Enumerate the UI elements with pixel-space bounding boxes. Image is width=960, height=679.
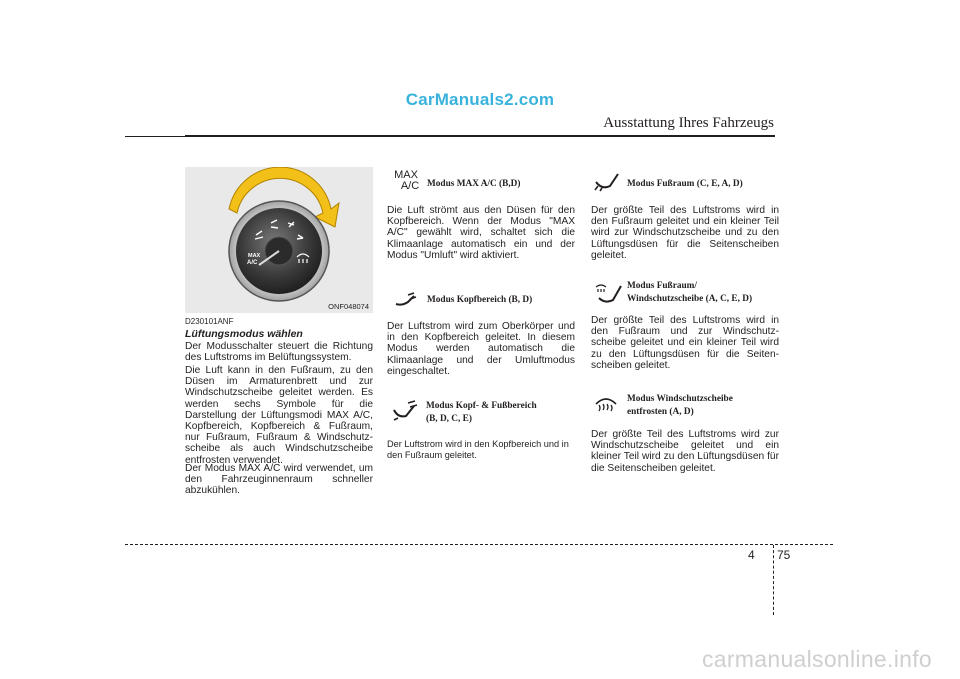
mode-max-ac-text: Die Luft strömt aus den Düsen für den Kopfbereich. Wenn der Modus "MAX A/C" gewählt wird, schaltet sich die Klimaanlage automatisch ein und der Modus "Umluft" wird aktiviert.	[387, 205, 575, 261]
mode-head-text: Der Luftstrom wird zum Oberkörper und in den Kopfbereich geleitet. In diesem Modus werden automatisch die Klimaanlage und der Umluftmodus eingeschaltet.	[387, 321, 575, 377]
dial-max-label: MAX	[248, 253, 261, 259]
mode-floorwind-label-2: Windschutzscheibe (A, C, E, D)	[627, 294, 753, 304]
mode-defrost-label	[627, 393, 733, 419]
page-divider	[773, 545, 774, 615]
mode-headfloor-label-2: (B, D, C, E)	[426, 414, 472, 424]
mode-floorwind-label-1: Modus Fußraum/	[627, 281, 697, 291]
figure-code: ONF048074	[328, 302, 369, 311]
section-title: Ausstattung Ihres Fahrzeugs	[603, 115, 774, 131]
footer-rule	[125, 544, 833, 545]
floor-windshield-mode-icon	[593, 282, 623, 306]
mode-floor-text: Der größte Teil des Luftstroms wird in den Fußraum geleitet und ein kleiner Teil wird zur Windschutzscheibe und zu den Lüftungsdüsen für die Seitenscheiben geleitet.	[591, 205, 779, 261]
mode-floorwind-text: Der größte Teil des Luftstroms wird in den Fußraum und zur Windschutz-scheibe geleitet und ein kleiner Teil wird zu den Lüftungsdüsen für die Seiten-scheiben geleitet.	[591, 315, 779, 371]
mode-headfloor-text: Der Luftstrom wird in den Kopfbereich und in den Fußraum geleitet.	[387, 439, 569, 460]
dial-ac-label: A/C	[247, 260, 258, 266]
page-number: 75	[777, 548, 791, 562]
header-rule	[185, 135, 775, 137]
max-icon-line: MAX	[394, 169, 418, 181]
max-ac-icon	[389, 170, 423, 192]
defrost-icon	[594, 396, 618, 414]
mode-floor-label: Modus Fußraum (C, E, A, D)	[627, 179, 743, 189]
chapter-number: 4	[748, 548, 755, 562]
mode-headfloor-label	[426, 400, 537, 426]
mode-headfloor-label-1: Modus Kopf- & Fußbereich	[426, 401, 537, 411]
section-heading: Lüftungsmodus wählen	[185, 328, 303, 340]
head-floor-mode-icon	[392, 398, 422, 422]
mode-dial-illustration	[185, 167, 373, 313]
header-rule-left	[125, 136, 185, 137]
head-mode-icon	[394, 290, 420, 308]
mode-dial-figure	[185, 167, 373, 313]
paragraph-2: Die Luft kann in den Fußraum, zu den Düsen im Armaturenbrett und zur Windschutzscheibe geleitet werden. Es werden sechs Symbole für die Darstellung der Lüftungsmodi MAX A/C, Kopfbereich, Kopfbereich & Fußraum, nur Fußraum, Fußraum & Windschutz-scheibe als auch Windschutzscheibe entfrosten verwendet.	[185, 365, 373, 466]
mode-defrost-label-1: Modus Windschutzscheibe	[627, 394, 733, 404]
mode-defrost-text: Der größte Teil des Luftstroms wird zur Windschutzscheibe geleitet und ein kleiner Teil wird zu den Lüftungsdüsen für die Seitenscheiben geleitet.	[591, 429, 779, 474]
paragraph-1: Der Modusschalter steuert die Richtung des Luftstroms im Belüftungssystem.	[185, 341, 373, 364]
mode-floorwind-label	[627, 280, 752, 306]
watermark-top: CarManuals2.com	[405, 90, 555, 109]
watermark-bottom: carmanualsonline.info	[701, 646, 932, 672]
reference-code: D230101ANF	[185, 317, 234, 326]
paragraph-3: Der Modus MAX A/C wird verwendet, um den Fahrzeuginnenraum schneller abzukühlen.	[185, 463, 373, 497]
mode-head-label: Modus Kopfbereich (B, D)	[427, 295, 533, 305]
mode-defrost-label-2: entfrosten (A, D)	[627, 407, 694, 417]
floor-mode-icon	[594, 172, 624, 192]
ac-icon-line: A/C	[400, 180, 420, 192]
mode-max-ac-label: Modus MAX A/C (B,D)	[427, 179, 521, 189]
